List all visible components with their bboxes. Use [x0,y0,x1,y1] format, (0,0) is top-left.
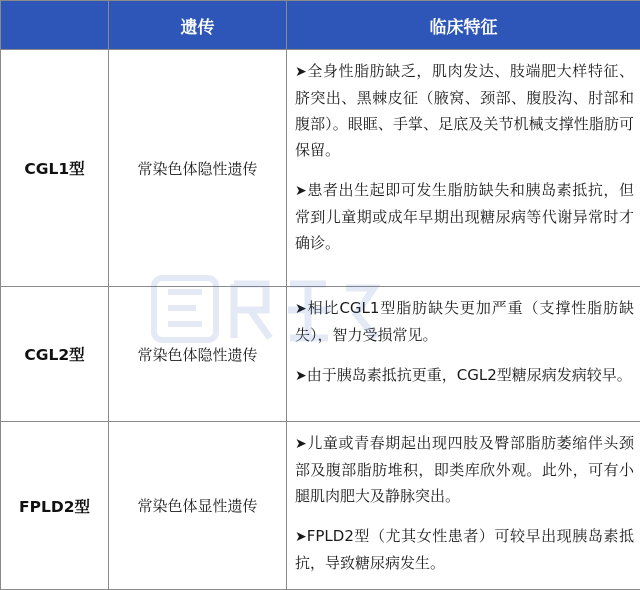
bullet-arrow-icon: ➤ [295,436,307,452]
inheritance-cell: 常染色体显性遗传 [109,422,287,590]
bullet-arrow-icon: ➤ [295,529,307,545]
features-cell [287,422,640,590]
feature-paragraph [295,430,634,509]
feature-paragraph [295,523,634,576]
type-cell: FPLD2型 [1,422,109,590]
feature-paragraph [295,177,634,256]
inheritance-cell: 常染色体隐性遗传 [109,50,287,287]
feature-text: FPLD2型（尤其女性患者）可较早出现胰岛素抵抗，导致糖尿病发生。 [295,527,634,572]
inheritance-cell: 常染色体隐性遗传 [109,287,287,422]
feature-text: 儿童或青春期起出现四肢及臀部脂肪萎缩伴头颈部及腹部脂肪堆积，即类库欣外观。此外，可有小腿肌肉肥大及静脉突出。 [295,434,634,505]
feature-paragraph [295,362,634,389]
bullet-arrow-icon: ➤ [295,368,307,384]
feature-text: 相比CGL1型脂肪缺失更加严重（支撑性脂肪缺失），智力受损常见。 [295,299,634,344]
type-cell: CGL2型 [1,287,109,422]
feature-paragraph [295,58,634,163]
feature-text: 由于胰岛素抵抗更重，CGL2型糖尿病发病较早。 [307,366,632,384]
table-row [1,287,640,422]
header-row [1,1,640,50]
table-row [1,422,640,590]
header-features: 临床特征 [287,1,640,50]
type-cell: CGL1型 [1,50,109,287]
feature-text: 患者出生起即可发生脂肪缺失和胰岛素抵抗，但常到儿童期或成年早期出现糖尿病等代谢异常时才确诊。 [295,181,634,252]
feature-text: 全身性脂肪缺乏，肌肉发达、肢端肥大样特征、脐突出、黑棘皮征（腋窝、颈部、腹股沟、肘部和腹部）。眼眶、手掌、足底及关节机械支撑性脂肪可保留。 [295,62,634,159]
feature-paragraph [295,295,634,348]
features-cell [287,287,640,422]
bullet-arrow-icon: ➤ [295,64,307,80]
header-inheritance: 遗传 [109,1,287,50]
bullet-arrow-icon: ➤ [295,301,307,317]
table-row [1,50,640,287]
bullet-arrow-icon: ➤ [295,183,307,199]
header-type [1,1,109,50]
features-cell [287,50,640,287]
